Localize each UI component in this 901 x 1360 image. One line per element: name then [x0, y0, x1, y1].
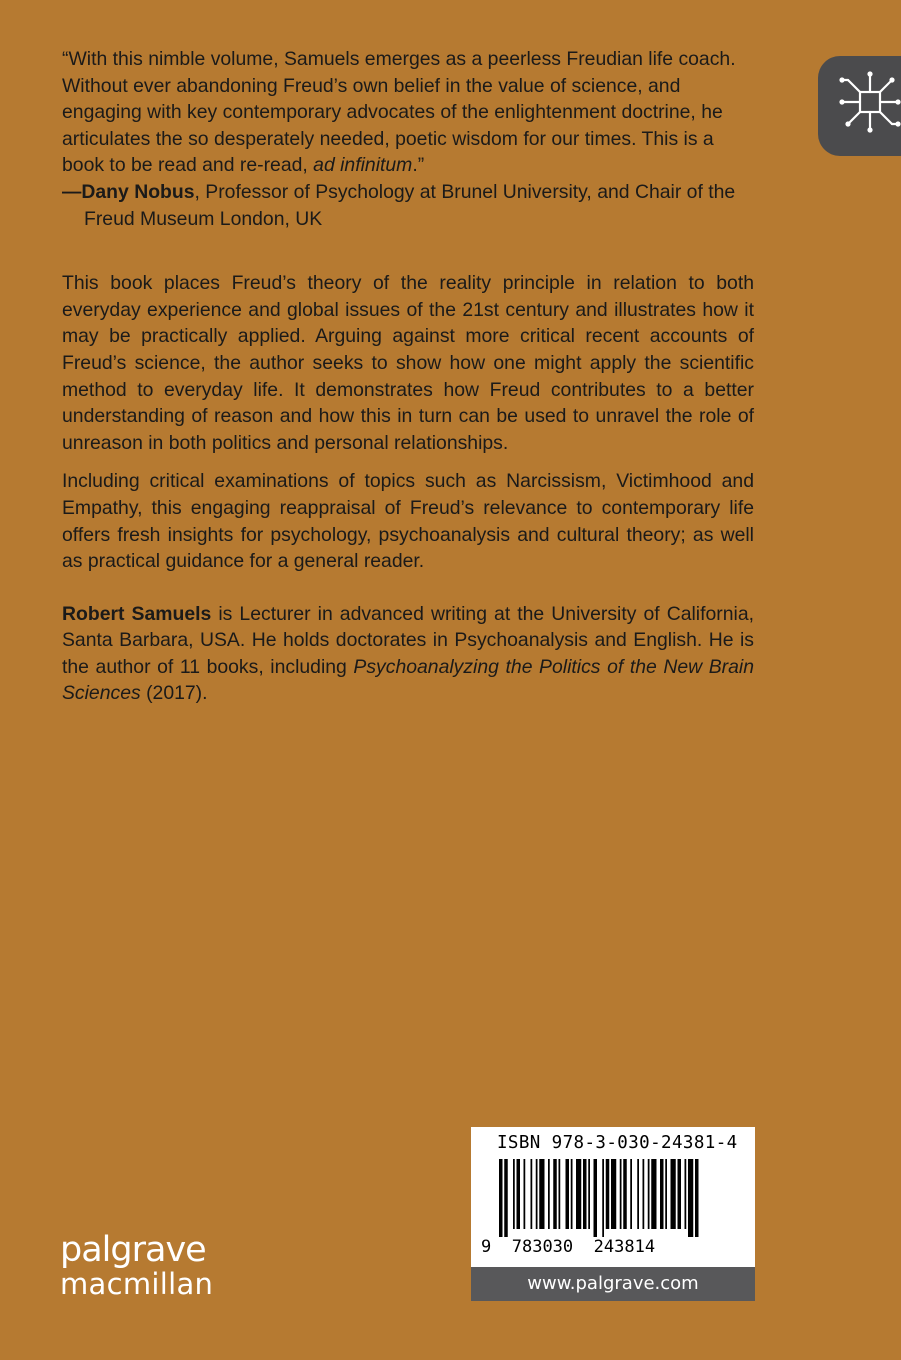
barcode-bar — [499, 1159, 503, 1237]
barcode-bar — [571, 1159, 573, 1229]
author-bio: Robert Samuels is Lecturer in advanced writing at the University of California, Santa Barbara, USA. He holds doctorates in Psychoanalysis and English. He is the author of 11 books, including Psychoanalyzing the Politics of the New Brain Sciences (2017). — [62, 602, 755, 705]
barcode-bar — [671, 1159, 676, 1229]
barcode-bar — [576, 1159, 581, 1229]
barcode-bar — [548, 1159, 550, 1229]
barcode-bar — [588, 1159, 590, 1229]
barcode-bar — [606, 1159, 610, 1229]
barcode-bar — [630, 1159, 632, 1229]
barcode-bar — [539, 1159, 544, 1229]
barcode-bar — [648, 1159, 650, 1229]
endorser-affiliation: , Professor of Psychology at Brunel University, and Chair of the Freud Museum London, UK — [84, 180, 736, 230]
barcode-bar — [513, 1159, 515, 1229]
cited-book-title: Psychoanalyzing the Politics of the New Brain Sciences — [62, 655, 755, 705]
barcode-bar — [678, 1159, 682, 1229]
barcode-bar — [559, 1159, 561, 1229]
barcode-bar — [517, 1159, 521, 1229]
back-cover-text — [62, 46, 754, 707]
barcode-bar — [643, 1159, 645, 1229]
description-paragraph-2: Including critical examinations of topics such as Narcissism, Victimhood and Empathy, this engaging reappraisal of Freud’s relevance to contemporary life offers fresh insights for psychology, psychoanalysis and cultural theory; as well as practical guidance for a general reader. — [62, 470, 754, 573]
barcode-bar — [660, 1159, 664, 1229]
description-paragraph-1: This book places Freud’s theory of the reality principle in relation to both everyday experience and global issues of the 21st century and illustrates how it may be practically applied. Arguing against more critical recent accounts of Freud’s science, the author seeks to show how one might apply the scientific method to everyday life. It demonstrates how Freud contributes to a better understanding of reason and how this in turn can be used to unravel the role of unreason in both politics and personal relationships. — [62, 272, 754, 454]
endorsement-attribution — [62, 179, 754, 232]
barcode-bar — [688, 1159, 693, 1237]
barcode-bar — [531, 1159, 533, 1229]
publisher-url: www.palgrave.com — [471, 1267, 755, 1301]
barcode-bar — [611, 1159, 616, 1229]
barcode-bars — [499, 1159, 731, 1237]
quote-italic-phrase: ad infinitum — [313, 154, 413, 177]
barcode-bar — [524, 1159, 526, 1229]
barcode-bar — [685, 1159, 687, 1229]
publisher-logo-line2: macmillan — [60, 1267, 214, 1301]
palgrave-network-icon — [838, 70, 901, 134]
barcode-bar — [620, 1159, 622, 1229]
barcode-bar — [665, 1159, 667, 1229]
publisher-logo — [60, 1232, 213, 1300]
barcode-bar — [536, 1159, 538, 1229]
publisher-logo-line1: palgrave — [60, 1230, 206, 1270]
barcode-bar — [594, 1159, 598, 1237]
barcode-bar — [602, 1159, 604, 1237]
barcode-bar — [504, 1159, 508, 1237]
barcode-bar — [695, 1159, 699, 1237]
barcode-box — [471, 1127, 755, 1301]
barcode-bar — [637, 1159, 639, 1229]
palgrave-badge — [818, 56, 901, 156]
barcode-bar — [651, 1159, 656, 1229]
endorsement-quote: “With this nimble volume, Samuels emerges as a peerless Freudian life coach. Without ever abandoning Freud’s own belief in the value of science, and engaging with key contemporary advocates of the enlightenment doctrine, he articulates the so desperately needed, poetic wisdom for our times. This is a book to be read and re-read, ad infinitum.” — [62, 48, 736, 177]
barcode-bar — [566, 1159, 570, 1229]
barcode-bar — [553, 1159, 557, 1229]
barcode-bar — [583, 1159, 587, 1229]
author-name: Robert Samuels — [62, 602, 212, 625]
barcode-digits: 9 783030 243814 — [481, 1237, 656, 1257]
endorser-name: —Dany Nobus — [62, 180, 195, 203]
barcode-bar — [623, 1159, 627, 1229]
isbn-label: ISBN 978-3-030-24381-4 — [497, 1133, 738, 1153]
